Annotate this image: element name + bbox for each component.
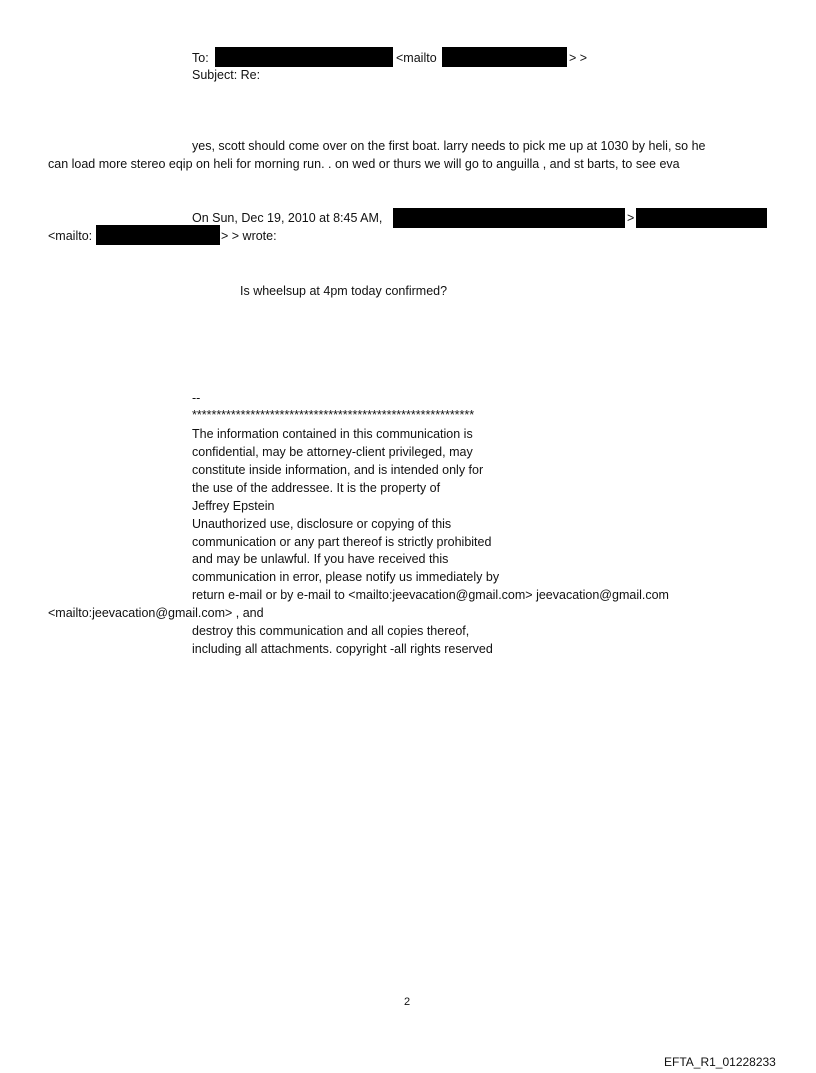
disclaimer-line: communication or any part thereof is strictly prohibited	[192, 535, 492, 549]
quote-header-wrote: > > wrote:	[221, 229, 277, 243]
quote-header-line-1: On Sun, Dec 19, 2010 at 8:45 AM,	[192, 211, 383, 225]
redacted-sender-mailto	[96, 225, 220, 245]
disclaimer-line: the use of the addressee. It is the property of	[192, 481, 441, 495]
reply-line-2: can load more stereo eqip on heli for morning run. . on wed or thurs we will go to anguilla , and st barts, to see eva	[48, 157, 680, 171]
mailto-label: <mailto	[396, 51, 437, 65]
disclaimer-line: <mailto:jeevacation@gmail.com> , and	[48, 606, 264, 620]
disclaimer-line: The information contained in this communication is	[192, 427, 473, 441]
disclaimer-line: communication in error, please notify us immediately by	[192, 570, 500, 584]
subject-line: Subject: Re:	[192, 68, 261, 82]
to-label: To:	[192, 51, 209, 65]
disclaimer-line: destroy this communication and all copies thereof,	[192, 624, 470, 638]
to-close: > >	[569, 51, 588, 65]
disclaimer-line: Unauthorized use, disclosure or copying of this	[192, 517, 452, 531]
quote-header-mailto: <mailto:	[48, 229, 93, 243]
redacted-recipient-email	[442, 47, 567, 67]
redacted-recipient-name	[215, 47, 393, 67]
disclaimer-line: Jeffrey Epstein	[192, 499, 275, 513]
disclaimer-line: and may be unlawful. If you have received this	[192, 552, 449, 566]
redacted-sender-name	[393, 208, 625, 228]
redacted-sender-email	[636, 208, 767, 228]
reply-line-1: yes, scott should come over on the first boat. larry needs to pick me up at 1030 by heli, so he	[192, 139, 706, 153]
quote-header-gt: >	[627, 211, 635, 225]
disclaimer-line: return e-mail or by e-mail to <mailto:jeevacation@gmail.com> jeevacation@gmail.com	[192, 588, 669, 602]
signature-dashes: --	[192, 391, 201, 405]
disclaimer-line: constitute inside information, and is intended only for	[192, 463, 484, 477]
disclaimer-line: confidential, may be attorney-client privileged, may	[192, 445, 473, 459]
document-id: EFTA_R1_01228233	[664, 1055, 776, 1069]
disclaimer-line: including all attachments. copyright -all rights reserved	[192, 642, 493, 656]
quoted-message: Is wheelsup at 4pm today confirmed?	[240, 284, 448, 298]
signature-stars: **********************************************************	[192, 408, 475, 422]
page-number: 2	[404, 996, 411, 1008]
